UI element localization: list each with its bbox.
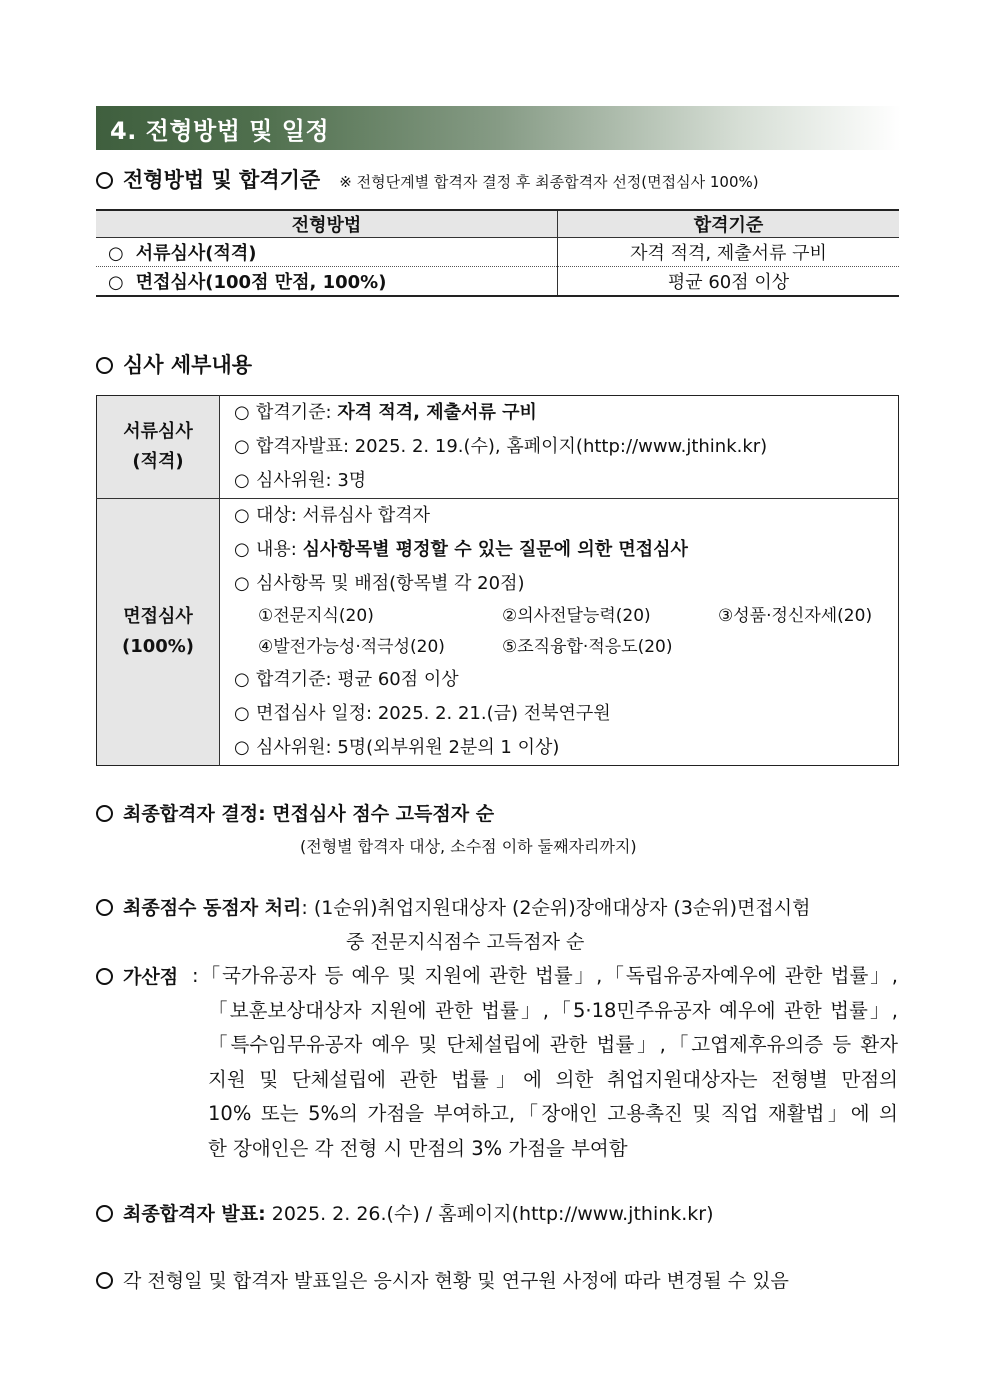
circle-bullet-icon: [96, 968, 113, 985]
method-cell: [96, 267, 558, 297]
interview-line-reviewers: [220, 731, 898, 765]
interview-item: ②의사전달능력(20): [502, 606, 651, 626]
doc-label-line1: 서류심사: [123, 421, 193, 442]
bonus-line: 한 장애인은 각 전형 시 만점의 3% 가점을 부여함: [208, 1136, 628, 1160]
bonus-line: 「특수임무유공자 예우 및 단체설립에 관한 법률」,「고엽제후유의증 등 환자: [208, 1033, 898, 1056]
interview-line-criteria: [220, 663, 898, 697]
change-note-text: 각 전형일 및 합격자 발표일은 응시자 현황 및 연구원 사정에 따라 변경될 수 있음: [123, 1270, 789, 1292]
interview-label-line1: 면접심사: [123, 606, 193, 627]
doc-announce-text: 합격자발표: 2025. 2. 19.(수), 홈페이지(http://www.jthink.kr): [256, 436, 768, 457]
interview-reviewers-text: 심사위원: 5명(외부위원 2분의 1 이상): [256, 737, 560, 758]
interview-line-content: [220, 533, 898, 567]
bullet: ○: [234, 436, 250, 457]
method-heading-row: [96, 164, 759, 194]
table-row: [96, 267, 899, 297]
bonus-line: 지원 및 단체설립에 관한 법률」에 의한 취업지원대상자는 전형별 만점의: [208, 1067, 898, 1091]
bonus-line: 10% 또는 5%의 가점을 부여하고,「장애인 고용촉진 및 직업 재활법」에 의: [208, 1102, 898, 1125]
bullet: ○: [234, 505, 250, 526]
circle-bullet-icon: [96, 1272, 113, 1289]
announce-text: 2025. 2. 26.(수) / 홈페이지(http://www.jthink.kr): [265, 1203, 714, 1225]
doc-review-label: [97, 396, 220, 499]
doc-reviewers-text: 심사위원: 3명: [256, 470, 367, 491]
interview-line-items: [220, 567, 898, 601]
tie-row: [96, 893, 810, 920]
doc-review-content: [220, 396, 899, 499]
interview-item: ④발전가능성·적극성(20): [258, 637, 445, 657]
interview-items-row1: [220, 601, 898, 632]
criteria-cell: 평균 60점 이상: [667, 272, 790, 293]
doc-criteria-label: 합격기준:: [256, 402, 332, 423]
circle-bullet-icon: [96, 899, 113, 916]
announce-row: [96, 1199, 714, 1226]
section-header: [96, 106, 901, 150]
bullet: ○: [234, 402, 250, 423]
interview-item: ③성품·정신자세(20): [718, 606, 873, 626]
final-decision-note: (전형별 합격자 대상, 소수점 이하 둘째자리까지): [300, 837, 637, 856]
interview-target-text: 대상: 서류심사 합격자: [256, 505, 430, 526]
bonus-label: 가산점: [123, 966, 179, 988]
interview-schedule-text: 면접심사 일정: 2025. 2. 21.(금) 전북연구원: [256, 703, 611, 724]
interview-content: [220, 499, 899, 766]
bullet: ○: [234, 737, 250, 758]
table-header-row: [96, 210, 899, 238]
interview-content-value: 심사항목별 평정할 수 있는 질문에 의한 면접심사: [302, 539, 688, 560]
method-cell: [96, 238, 558, 267]
bonus-text-block: [192, 959, 898, 1166]
detail-heading: 심사 세부내용: [123, 353, 253, 377]
tie-text-line2: 중 전문지식점수 고득점자 순: [346, 931, 585, 953]
table-row: [97, 499, 899, 766]
bonus-label-row: [96, 962, 178, 989]
criteria-cell: 자격 적격, 제출서류 구비: [558, 238, 900, 267]
table-row: [96, 238, 899, 267]
final-decision-text: 최종합격자 결정: 면접심사 점수 고득점자 순: [123, 803, 495, 825]
interview-item: ①전문지식(20): [258, 606, 374, 626]
announce-label: 최종합격자 발표:: [123, 1203, 266, 1225]
bullet: ○: [234, 470, 250, 491]
interview-label: [97, 499, 220, 766]
method-table: [96, 209, 899, 297]
method-name: 면접심사(100점 만점, 100%): [135, 272, 387, 293]
doc-line-reviewers: [220, 464, 898, 498]
bonus-line: :「국가유공자 등 예우 및 지원에 관한 법률」,「독립유공자예우에 관한 법률」,: [192, 964, 898, 987]
method-name: 서류심사(적격): [135, 243, 257, 264]
interview-content-label: 내용:: [256, 539, 297, 560]
interview-label-line2: (100%): [121, 636, 195, 657]
bullet: ○: [234, 703, 250, 724]
method-heading: 전형방법 및 합격기준: [123, 168, 321, 192]
interview-criteria-text: 합격기준: 평균 60점 이상: [256, 669, 459, 690]
bullet: ○: [234, 539, 250, 560]
circle-bullet-icon: [96, 357, 113, 374]
table-header-criteria: 합격기준: [558, 210, 900, 238]
tie-label: 최종점수 동점자 처리: [123, 897, 302, 919]
interview-line-schedule: [220, 697, 898, 731]
doc-label-line2: (적격): [132, 451, 184, 472]
doc-line-criteria: [220, 396, 898, 430]
bullet: ○: [234, 669, 250, 690]
table-row: [97, 396, 899, 499]
small-circle-bullet: ○: [108, 272, 124, 293]
bonus-line: 「보훈보상대상자 지원에 관한 법률」,「5·18민주유공자 예우에 관한 법률」,: [208, 998, 898, 1022]
interview-line-target: [220, 499, 898, 533]
circle-bullet-icon: [96, 1205, 113, 1222]
doc-line-announce: [220, 430, 898, 464]
small-circle-bullet: ○: [108, 243, 124, 264]
detail-heading-row: [96, 349, 252, 379]
bullet: ○: [234, 573, 250, 594]
circle-bullet-icon: [96, 805, 113, 822]
doc-criteria-value: 자격 적격, 제출서류 구비: [337, 402, 537, 423]
circle-bullet-icon: [96, 172, 113, 189]
interview-items-text: 심사항목 및 배점(항목별 각 20점): [256, 573, 525, 594]
tie-text: : (1순위)취업지원대상자 (2순위)장애대상자 (3순위)면접시험: [301, 897, 811, 919]
change-note-row: [96, 1266, 789, 1293]
interview-item: ⑤조직융합·적응도(20): [502, 637, 673, 657]
final-decision-row: [96, 799, 494, 826]
section-title: 4. 전형방법 및 일정: [110, 117, 330, 145]
detail-table: [96, 395, 899, 766]
table-header-method: 전형방법: [96, 210, 558, 238]
interview-items-row2: [220, 632, 898, 663]
method-note: ※ 전형단계별 합격자 결정 후 최종합격자 선정(면접심사 100%): [339, 173, 759, 191]
